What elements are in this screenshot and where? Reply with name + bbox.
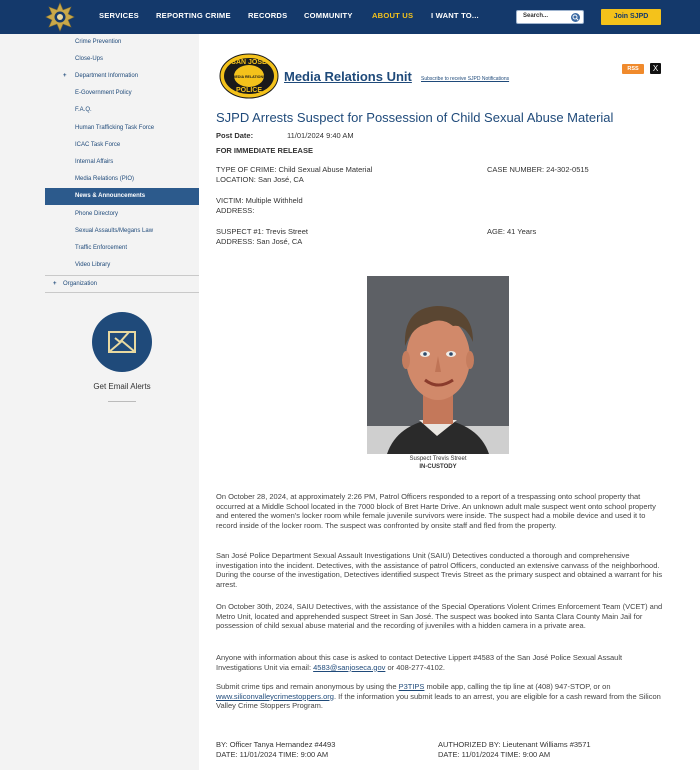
join-sjpd-button[interactable]: Join SJPD: [601, 9, 661, 25]
nav-services[interactable]: SERVICES: [99, 11, 139, 20]
sidebar-item-news[interactable]: News & Announcements: [45, 188, 199, 205]
paragraph-1: On October 28, 2024, at approximately 2:26 PM, Patrol Officers responded to a report of a trespassing onto school property that occurred at a Middle School located in the 7000 block of Bret Harte Drive. An unknown adult male suspect went onto school property and entered the women's locker room while female juvenile survivors were inside. The suspect had a mobile device and used it to record inside of the locker room. The suspect was confronted by onsite staff and fled from the property.: [216, 492, 656, 530]
sidebar-item-phone-directory[interactable]: Phone Directory: [75, 211, 119, 217]
tips-paragraph: [216, 682, 664, 711]
sidebar-item-faq[interactable]: F.A.Q.: [75, 107, 92, 113]
suspect-address: ADDRESS: San José, CA: [216, 237, 303, 246]
suspect-age: AGE: 41 Years: [487, 227, 537, 236]
sidebar-item-video-library[interactable]: Video Library: [75, 262, 111, 268]
x-social-icon[interactable]: X: [650, 63, 661, 74]
logo-text-bottom: POLICE: [235, 87, 263, 94]
sidebar-item-media-relations[interactable]: Media Relations (PIO): [75, 176, 135, 182]
sidebar-item-human-trafficking[interactable]: Human Trafficking Task Force: [75, 125, 155, 131]
sidebar-item-e-government[interactable]: E-Government Policy: [75, 90, 132, 96]
article-headline: SJPD Arrests Suspect for Possession of Child Sexual Abuse Material: [216, 110, 614, 125]
victim-address: ADDRESS:: [216, 206, 255, 215]
get-email-alerts-link[interactable]: Get Email Alerts: [93, 382, 151, 391]
tips-text-middle: mobile app, calling the tip line at (408) 947-STOP, or on: [424, 682, 611, 691]
photo-caption-name: Suspect Trevis Street: [409, 456, 467, 462]
email-alert-icon[interactable]: [92, 312, 152, 372]
contact-email-link[interactable]: 4583@sanjoseca.gov: [313, 662, 386, 672]
release-label: FOR IMMEDIATE RELEASE: [216, 146, 313, 155]
sidebar-item-department-information[interactable]: [45, 68, 199, 85]
suspect: SUSPECT #1: Trevis Street: [216, 227, 308, 236]
expand-icon[interactable]: +: [53, 281, 57, 287]
logo-text-top: SAN JOSE: [231, 59, 267, 66]
sidebar-item-label: Organization: [63, 281, 98, 287]
paragraph-3: On October 30th, 2024, SAIU Detectives, with the assistance of the Special Operations Violent Crimes Enforcement Team (VCET) and Metro Unit, located and apprehended suspect Street in San José. The suspect was booked into Santa Clara County Main Jail for possession of child sexual abuse material and the recording of juveniles with a hidden camera in a private area.: [216, 602, 663, 631]
expand-icon[interactable]: +: [63, 73, 67, 79]
subscribe-link[interactable]: Subscribe to receive SJPD Notifications: [421, 76, 510, 82]
sidebar: [45, 34, 199, 770]
nav-community[interactable]: COMMUNITY: [304, 11, 353, 20]
paragraph-2: San José Police Department Sexual Assault Investigations Unit (SAIU) Detectives conducted a thorough and comprehensive investigation into the incident. Detectives, with the assistance of patrol Officers, conducted an extensive canvass of the neighborhood. During the course of the investigation, Detectives identified suspect Trevis Street as the primary suspect and obtained a warrant for his arrest.: [216, 551, 663, 589]
case-number: CASE NUMBER: 24-302-0515: [487, 165, 589, 174]
contact-paragraph: [216, 653, 664, 672]
contact-text: Anyone with information about this case is asked to contact Detective Lippert #4583 of the San José Police Sexual Assault Investigations Unit via email:: [216, 653, 623, 672]
sidebar-divider: [45, 292, 199, 293]
sidebar-item-close-ups[interactable]: Close-Ups: [75, 56, 104, 62]
sidebar-item-sexual-assaults[interactable]: Sexual Assaults/Megans Law: [75, 228, 154, 234]
location: LOCATION: San José, CA: [216, 175, 304, 184]
sidebar-item-internal-affairs[interactable]: Internal Affairs: [75, 159, 114, 165]
search-input[interactable]: [516, 10, 584, 24]
post-date-label: Post Date:: [216, 131, 254, 140]
authorized-date: DATE: 11/01/2024 TIME: 9:00 AM: [438, 750, 551, 759]
nav-about-us[interactable]: ABOUT US: [372, 11, 414, 20]
tips-text-end: . If the information you submit leads to an arrest, you are eligible for a cash reward from the Silicon Valley Crime Stoppers Program.: [216, 691, 661, 711]
photo-caption: [367, 455, 509, 471]
author-date: DATE: 11/01/2024 TIME: 9:00 AM: [216, 750, 329, 759]
author: BY: Officer Tanya Hernandez #4493: [216, 740, 336, 749]
media-relations-police-logo: [219, 53, 279, 99]
nav-records[interactable]: RECORDS: [248, 11, 288, 20]
logo-text-middle: MEDIA RELATIONS: [232, 75, 266, 79]
search-placeholder: Search...: [523, 13, 549, 19]
post-date: 11/01/2024 9:40 AM: [287, 131, 354, 140]
media-relations-unit-link[interactable]: Media Relations Unit: [284, 69, 412, 84]
search-icon[interactable]: [571, 13, 580, 22]
nav-i-want-to[interactable]: I WANT TO...: [431, 11, 479, 20]
suspect-photo: [367, 276, 509, 454]
divider: [108, 401, 136, 402]
sidebar-item-icac[interactable]: ICAC Task Force: [75, 142, 121, 148]
authorized-by: AUTHORIZED BY: Lieutenant Williams #3571: [438, 740, 591, 749]
nav-reporting-crime[interactable]: REPORTING CRIME: [156, 11, 231, 20]
sidebar-item-crime-prevention[interactable]: Crime Prevention: [75, 39, 122, 45]
photo-caption-status: IN-CUSTODY: [419, 464, 457, 470]
victim: VICTIM: Multiple Withheld: [216, 196, 303, 205]
top-nav: [0, 0, 700, 34]
sidebar-item-traffic[interactable]: Traffic Enforcement: [75, 245, 128, 251]
sjpd-badge-icon[interactable]: [45, 2, 75, 32]
sidebar-item-organization[interactable]: [45, 275, 199, 292]
type-of-crime: TYPE OF CRIME: Child Sexual Abuse Material: [216, 165, 373, 174]
crimestoppers-link[interactable]: www.siliconvalleycrimestoppers.org: [216, 691, 334, 701]
main-content: [199, 34, 700, 770]
p3tips-link[interactable]: P3TIPS: [398, 682, 425, 691]
sidebar-item-label: Department Information: [75, 73, 139, 79]
contact-text-end: or 408-277-4102.: [385, 662, 446, 672]
tips-text: Submit crime tips and remain anonymous by using the: [216, 682, 399, 691]
rss-icon[interactable]: RSS: [622, 64, 644, 74]
